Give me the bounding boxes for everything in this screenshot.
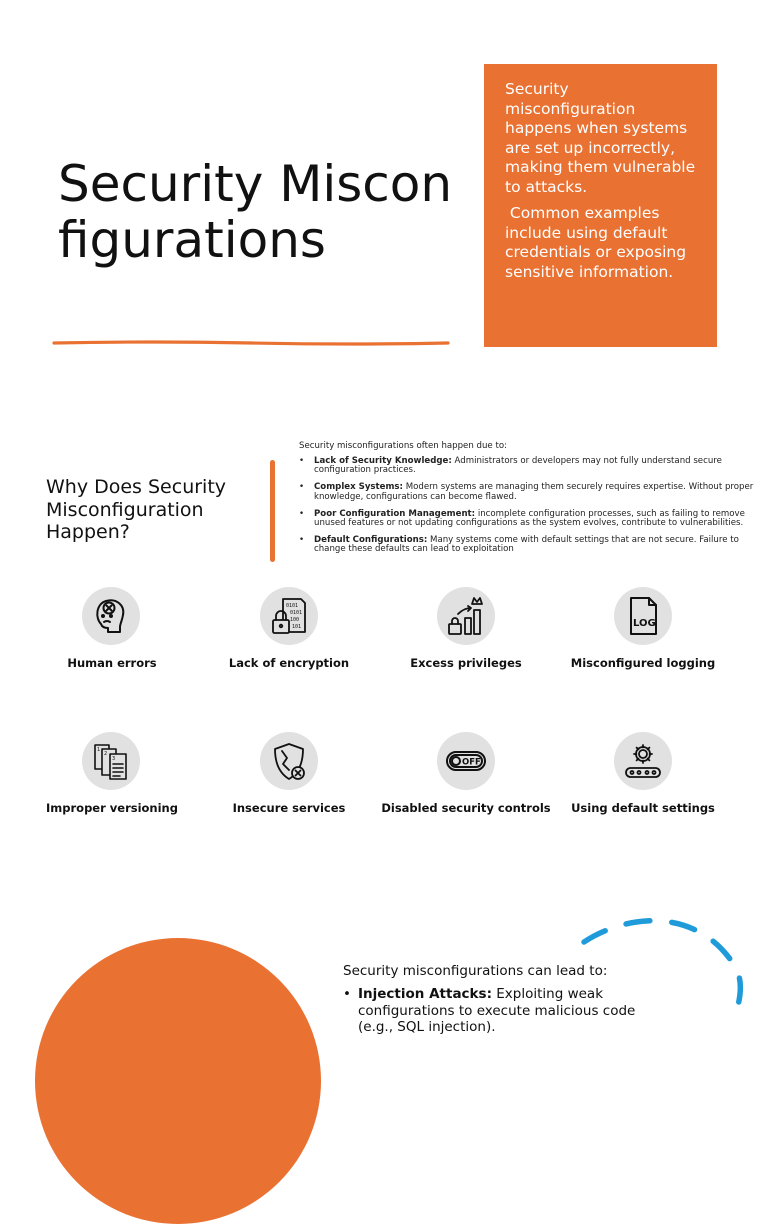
svg-text:100: 100 bbox=[290, 617, 300, 623]
cause-term: Complex Systems: bbox=[314, 482, 403, 493]
cause-term: Poor Configuration Management: bbox=[314, 508, 476, 519]
slide-title: Security Misconfigurations bbox=[58, 155, 453, 269]
icon-label-misconfigured-logging: Misconfigured logging bbox=[570, 656, 716, 670]
consequences-intro: Security misconfigurations can lead to: bbox=[343, 963, 608, 979]
cause-term: Default Configurations: bbox=[314, 535, 428, 546]
crown-privilege-chart-icon bbox=[437, 587, 495, 645]
broken-shield-icon bbox=[260, 732, 318, 790]
cause-text: Modern systems are managing them securely requires expertise. Without proper knowledge, configurations can become flawed. bbox=[314, 482, 754, 502]
cause-term: Lack of Security Knowledge: bbox=[314, 456, 452, 466]
svg-text:OFF: OFF bbox=[462, 757, 481, 768]
why-heading: Why Does Security Misconfiguration Happen? bbox=[46, 476, 227, 543]
intro-paragraph-1: Security misconfiguration happens when systems are set up incorrectly, making them vulnerable to attacks. bbox=[505, 80, 696, 196]
list-item: • Default Configurations: Many systems come with default settings that are not secure. Failure to change these defaults can lead to exploitation bbox=[299, 535, 739, 555]
causes-intro: Security misconfigurations often happen due to: bbox=[299, 441, 507, 451]
list-item: • Poor Configuration Management: incomplete configuration processes, such as failing to remove unused features or not updating configurations as the system evolves, contribute to vulnerabilities. bbox=[299, 508, 745, 529]
gear-conveyor-icon bbox=[614, 732, 672, 790]
confused-face-icon bbox=[82, 587, 140, 645]
icon-label-insecure-services: Insecure services bbox=[232, 801, 346, 815]
svg-text:1: 1 bbox=[97, 747, 101, 753]
cause-text: Administrators or developers may not fully understand secure configuration practices. bbox=[314, 456, 722, 476]
intro-paragraph-2: Common examples include using default credentials or exposing sensitive information. bbox=[505, 204, 687, 281]
consequences-list bbox=[343, 986, 673, 1036]
icon-label-using-default-settings: Using default settings bbox=[571, 801, 715, 815]
document-stack-icon bbox=[82, 732, 140, 790]
svg-text:101: 101 bbox=[292, 624, 302, 630]
svg-text:2: 2 bbox=[104, 751, 108, 757]
heading-divider bbox=[270, 460, 275, 562]
cause-text: Many systems come with default settings that are not secure. Failure to change these defaults can lead to exploitation bbox=[314, 535, 739, 555]
list-item: • Injection Attacks: Exploiting weak configurations to execute malicious code (e.g., SQL injection). bbox=[343, 986, 636, 1035]
icon-label-excess-privileges: Excess privileges bbox=[410, 656, 522, 670]
intro-callout bbox=[484, 64, 717, 347]
svg-text:0101: 0101 bbox=[290, 610, 303, 616]
icon-label-human-errors: Human errors bbox=[67, 656, 157, 670]
log-file-icon bbox=[614, 587, 672, 645]
consequence-term: Injection Attacks: bbox=[358, 986, 492, 1002]
svg-text:3: 3 bbox=[112, 756, 116, 762]
decorative-circle bbox=[35, 938, 321, 1224]
title-underline bbox=[52, 338, 450, 348]
list-item: • Complex Systems: Modern systems are managing them securely requires expertise. Without proper knowledge, configurations can become flawed. bbox=[299, 482, 754, 502]
list-item: • Lack of Security Knowledge: Administrators or developers may not fully understand secure configuration practices. bbox=[299, 456, 722, 476]
svg-text:0101: 0101 bbox=[286, 603, 299, 609]
svg-text:LOG: LOG bbox=[633, 618, 656, 629]
icon-label-improper-versioning: Improper versioning bbox=[46, 801, 178, 815]
consequence-text: Exploiting weak configurations to execute malicious code (e.g., SQL injection). bbox=[358, 986, 636, 1035]
cause-text: incomplete configuration processes, such as failing to remove unused features or not updating configurations as the system evolves, contribute to vulnerabilities. bbox=[314, 508, 745, 529]
icon-label-lack-of-encryption: Lack of encryption bbox=[228, 656, 350, 670]
causes-list bbox=[299, 457, 761, 563]
binary-padlock-icon bbox=[260, 587, 318, 645]
icon-label-disabled-security-controls: Disabled security controls bbox=[381, 801, 551, 815]
off-toggle-icon bbox=[437, 732, 495, 790]
